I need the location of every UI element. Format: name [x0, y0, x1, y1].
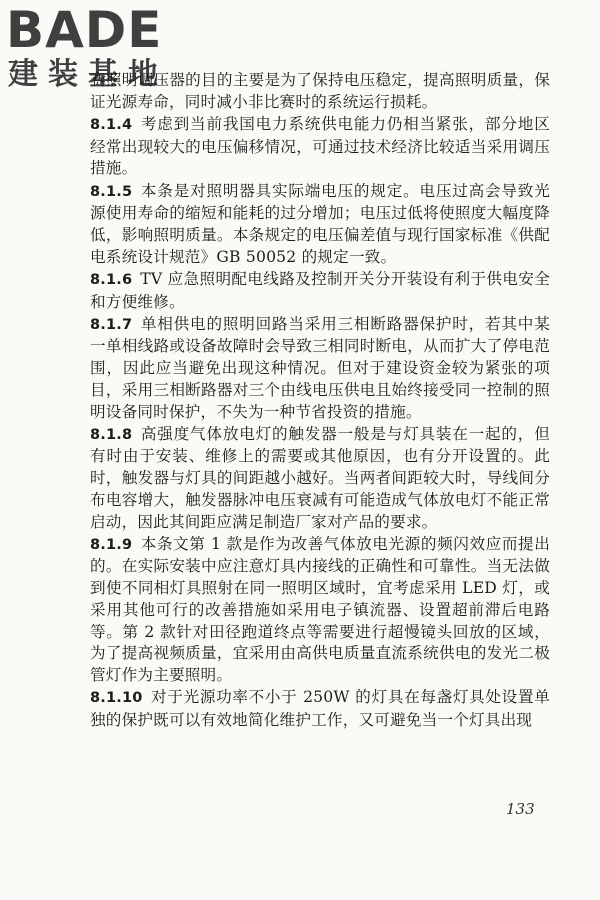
logo-brand-text: BADE: [6, 1, 163, 59]
clause-number: 8.1.9: [90, 536, 133, 553]
clause-paragraph: [90, 114, 550, 180]
clause-number: 8.1.10: [90, 690, 143, 707]
clause-text: 高强度气体放电灯的触发器一般是与灯具装在一起的，但有时由于安装、维修上的需要或其他原因，也有分开设置的。此时，触发器与灯具的间距越小越好。当两者间距较大时，导线间分布电容增大，触发器脉冲电压衰减有可能造成气体放电灯不能正常启动，因此其间距应满足制造厂家对产品的要求。: [90, 424, 550, 531]
clause-paragraph: [90, 269, 550, 313]
clause-paragraph: [90, 181, 550, 269]
clause-text: 考虑到当前我国电力系统供电能力仍相当紧张，部分地区经常出现较大的电压偏移情况，可通过技术经济比较适当采用调压措施。: [90, 114, 550, 178]
clause-paragraph: [90, 534, 550, 687]
page-number: 133: [506, 800, 535, 818]
clause-text: 对于光源功率不小于 250W 的灯具在每盏灯具处设置单独的保护既可以有效地简化维护工作，又可避免当一个灯具出现: [90, 688, 550, 729]
clause-number: 8.1.7: [90, 316, 133, 333]
clause-number: 8.1.8: [90, 426, 133, 443]
clause-text: 本条文第 1 款是作为改善气体放电光源的频闪效应而提出的。在实际安装中应注意灯具内接线的正确性和可靠性。当无法做到使不同相灯具照射在同一照明区域时，宜考虑采用 LED 灯，或采用其他可行的改善措施如采用电子镇流器、设置超前滞后电路等。第 2 款针对田径跑道终点等需要进行超慢镜头回放的区域，为了提高视频质量，宜采用由高供电质量直流系统供电的发光二极管灯作为主要照明。: [90, 534, 550, 684]
logo-subtitle: 建装基地: [8, 57, 168, 92]
clause-number: 8.1.4: [90, 116, 133, 133]
clause-paragraph: [90, 687, 550, 731]
clause-number: 8.1.5: [90, 183, 133, 200]
intro-paragraph: [90, 70, 550, 113]
intro-text: 赛照明调压器的目的主要是为了保持电压稳定，提高照明质量，保证光源寿命，同时减小非比赛时的系统运行损耗。: [90, 71, 550, 111]
clause-text: 本条是对照明器具实际端电压的规定。电压过高会导致光源使用寿命的缩短和能耗的过分增加；电压过低将使照度大幅度降低，影响照明质量。本条规定的电压偏差值与现行国家标准《供配电系统设计规范》GB 50052 的规定一致。: [90, 181, 550, 266]
clause-paragraph: [90, 424, 550, 534]
clause-text: 单相供电的照明回路当采用三相断路器保护时，若其中某一单相线路或设备故障时会导致三相同时断电，从而扩大了停电范围，因此应当避免出现这种情况。但对于建设资金较为紧张的项目，采用三相断路器对三个由线电压供电且始终接受同一控制的照明设备同时保护，不失为一种节省投资的措施。: [90, 314, 550, 421]
body-text: [90, 70, 550, 732]
clause-text: TV 应急照明配电线路及控制开关分开装设有利于供电安全和方便维修。: [90, 269, 550, 311]
clause-paragraph: [90, 314, 550, 424]
clause-number: 8.1.6: [90, 271, 133, 288]
